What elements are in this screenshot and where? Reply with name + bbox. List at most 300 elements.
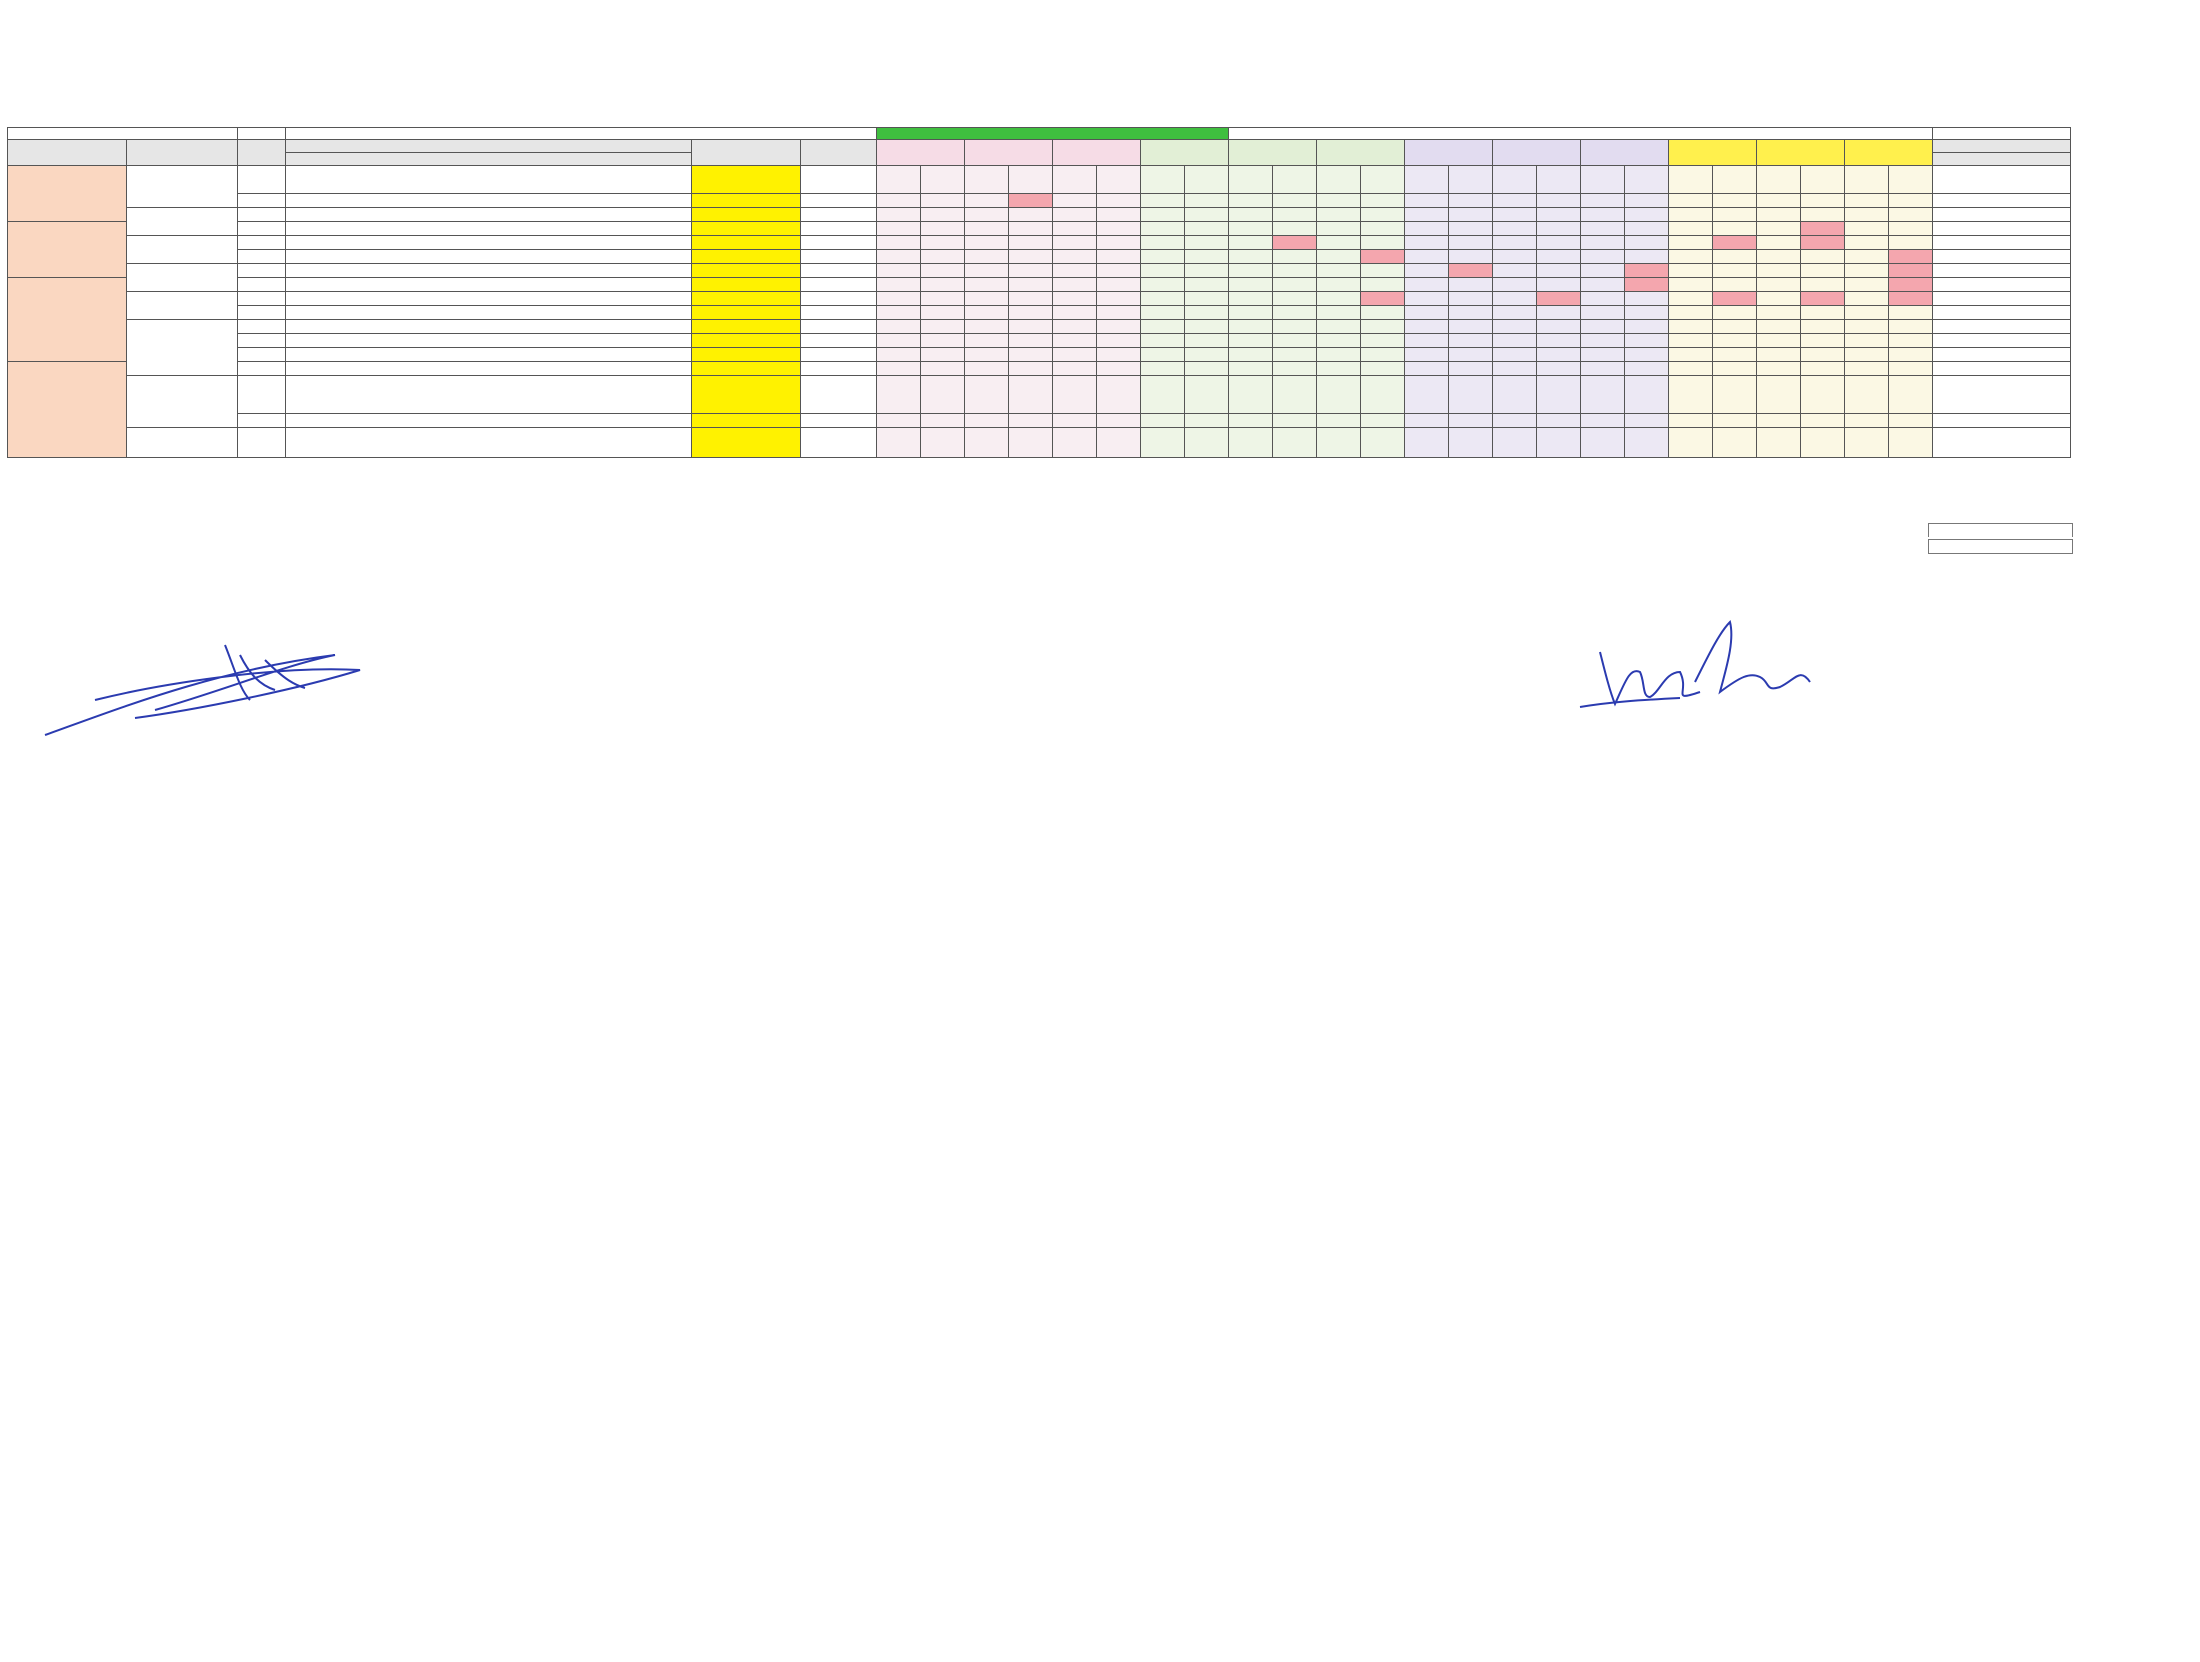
schedule-cell bbox=[1845, 194, 1889, 208]
schedule-cell bbox=[1185, 194, 1229, 208]
budget-value bbox=[692, 428, 801, 458]
budget-value bbox=[692, 376, 801, 414]
schedule-cell bbox=[1273, 334, 1317, 348]
budget-value bbox=[692, 194, 801, 208]
schedule-cell bbox=[1361, 194, 1405, 208]
schedule-cell bbox=[1845, 376, 1889, 414]
schedule-cell bbox=[1185, 334, 1229, 348]
schedule-cell bbox=[1273, 236, 1317, 250]
schedule-cell bbox=[1449, 194, 1493, 208]
verification-source bbox=[1933, 428, 2071, 458]
schedule-cell bbox=[1449, 348, 1493, 362]
schedule-cell bbox=[1273, 428, 1317, 458]
header-source-detail bbox=[1933, 153, 2071, 166]
schedule-cell bbox=[1273, 292, 1317, 306]
schedule-cell bbox=[1537, 278, 1581, 292]
schedule-cell bbox=[1757, 348, 1801, 362]
schedule-cell bbox=[1449, 376, 1493, 414]
schedule-cell bbox=[1801, 292, 1845, 306]
schedule-cell bbox=[1449, 264, 1493, 278]
schedule-cell bbox=[1493, 250, 1537, 264]
schedule-cell bbox=[1801, 428, 1845, 458]
schedule-cell bbox=[1581, 362, 1625, 376]
schedule-cell bbox=[1757, 320, 1801, 334]
schedule-cell bbox=[1097, 166, 1141, 194]
schedule-cell bbox=[1317, 362, 1361, 376]
schedule-cell bbox=[1053, 320, 1097, 334]
schedule-cell bbox=[1625, 236, 1669, 250]
schedule-cell bbox=[1889, 362, 1933, 376]
verification-source bbox=[1933, 306, 2071, 320]
schedule-cell bbox=[1757, 278, 1801, 292]
schedule-cell bbox=[1669, 414, 1713, 428]
schedule-cell bbox=[877, 414, 921, 428]
schedule-cell bbox=[1757, 264, 1801, 278]
schedule-cell bbox=[1141, 250, 1185, 264]
schedule-cell bbox=[1185, 250, 1229, 264]
schedule-cell bbox=[1889, 194, 1933, 208]
summary-total-all bbox=[1928, 523, 2073, 537]
schedule-cell bbox=[1493, 236, 1537, 250]
task-count bbox=[801, 320, 877, 334]
schedule-cell bbox=[1405, 208, 1449, 222]
schedule-cell bbox=[1053, 222, 1097, 236]
schedule-cell bbox=[1141, 292, 1185, 306]
schedule-cell bbox=[1361, 208, 1405, 222]
activity-detail bbox=[127, 320, 238, 376]
schedule-cell bbox=[1273, 264, 1317, 278]
budget-value bbox=[692, 264, 801, 278]
schedule-cell bbox=[1625, 222, 1669, 236]
schedule-cell bbox=[1713, 208, 1757, 222]
schedule-cell bbox=[1493, 376, 1537, 414]
schedule-cell bbox=[921, 348, 965, 362]
budget-value bbox=[692, 278, 801, 292]
schedule-cell bbox=[1405, 306, 1449, 320]
schedule-cell bbox=[1273, 414, 1317, 428]
budget-value bbox=[692, 348, 801, 362]
schedule-cell bbox=[1537, 208, 1581, 222]
schedule-cell bbox=[1845, 222, 1889, 236]
operational-plan-table bbox=[7, 127, 2071, 458]
schedule-cell bbox=[1493, 292, 1537, 306]
schedule-cell bbox=[1669, 250, 1713, 264]
month-header-12 bbox=[1845, 140, 1933, 166]
schedule-cell bbox=[921, 166, 965, 194]
schedule-cell bbox=[1053, 428, 1097, 458]
task-description bbox=[286, 278, 692, 292]
schedule-cell bbox=[1889, 250, 1933, 264]
schedule-cell bbox=[1713, 306, 1757, 320]
schedule-cell bbox=[1141, 236, 1185, 250]
schedule-cell bbox=[965, 334, 1009, 348]
schedule-cell bbox=[1889, 208, 1933, 222]
schedule-cell bbox=[1449, 166, 1493, 194]
schedule-cell bbox=[921, 236, 965, 250]
schedule-cell bbox=[1317, 320, 1361, 334]
schedule-cell bbox=[1581, 194, 1625, 208]
schedule-cell bbox=[1889, 166, 1933, 194]
schedule-cell bbox=[1185, 362, 1229, 376]
schedule-cell bbox=[1493, 414, 1537, 428]
schedule-cell bbox=[1845, 292, 1889, 306]
schedule-cell bbox=[1141, 194, 1185, 208]
evaluator-signature bbox=[35, 630, 365, 740]
task-count bbox=[801, 222, 877, 236]
schedule-cell bbox=[1801, 306, 1845, 320]
task-count bbox=[801, 166, 877, 194]
month-header-4 bbox=[1141, 140, 1229, 166]
task-code bbox=[238, 414, 286, 428]
schedule-cell bbox=[1669, 292, 1713, 306]
schedule-cell bbox=[1229, 334, 1273, 348]
schedule-cell bbox=[921, 334, 965, 348]
schedule-cell bbox=[1317, 264, 1361, 278]
schedule-cell bbox=[1229, 236, 1273, 250]
schedule-cell bbox=[1185, 236, 1229, 250]
verification-source bbox=[1933, 414, 2071, 428]
schedule-cell bbox=[1097, 320, 1141, 334]
schedule-cell bbox=[1229, 348, 1273, 362]
month-header-7 bbox=[1405, 140, 1493, 166]
month-header-6 bbox=[1317, 140, 1405, 166]
schedule-cell bbox=[1537, 334, 1581, 348]
schedule-cell bbox=[1537, 320, 1581, 334]
schedule-cell bbox=[921, 264, 965, 278]
schedule-cell bbox=[877, 208, 921, 222]
schedule-cell bbox=[1361, 362, 1405, 376]
schedule-cell bbox=[1757, 222, 1801, 236]
schedule-cell bbox=[1757, 376, 1801, 414]
schedule-cell bbox=[1009, 250, 1053, 264]
verification-source bbox=[1933, 222, 2071, 236]
header-description bbox=[286, 153, 692, 166]
schedule-cell bbox=[1889, 264, 1933, 278]
schedule-cell bbox=[1097, 362, 1141, 376]
schedule-cell bbox=[1625, 208, 1669, 222]
schedule-cell bbox=[1713, 376, 1757, 414]
schedule-cell bbox=[1053, 194, 1097, 208]
schedule-cell bbox=[1405, 236, 1449, 250]
schedule-cell bbox=[1361, 292, 1405, 306]
schedule-cell bbox=[1053, 166, 1097, 194]
schedule-cell bbox=[1757, 306, 1801, 320]
schedule-cell bbox=[1317, 348, 1361, 362]
schedule-cell bbox=[1757, 292, 1801, 306]
schedule-cell bbox=[1273, 222, 1317, 236]
schedule-cell bbox=[1757, 236, 1801, 250]
schedule-cell bbox=[1581, 376, 1625, 414]
task-description bbox=[286, 194, 692, 208]
schedule-cell bbox=[1449, 208, 1493, 222]
schedule-cell bbox=[1449, 250, 1493, 264]
schedule-cell bbox=[1757, 334, 1801, 348]
schedule-cell bbox=[1317, 306, 1361, 320]
schedule-cell bbox=[1625, 292, 1669, 306]
schedule-cell bbox=[1713, 428, 1757, 458]
schedule-cell bbox=[1801, 278, 1845, 292]
schedule-cell bbox=[1713, 236, 1757, 250]
task-code bbox=[238, 208, 286, 222]
task-code bbox=[238, 250, 286, 264]
schedule-cell bbox=[1361, 348, 1405, 362]
schedule-cell bbox=[1273, 348, 1317, 362]
month-header-1 bbox=[877, 140, 965, 166]
schedule-cell bbox=[1801, 166, 1845, 194]
schedule-cell bbox=[1273, 166, 1317, 194]
task-count bbox=[801, 194, 877, 208]
schedule-cell bbox=[1185, 320, 1229, 334]
schedule-cell bbox=[1361, 414, 1405, 428]
schedule-cell bbox=[1713, 348, 1757, 362]
schedule-cell bbox=[1449, 320, 1493, 334]
schedule-cell bbox=[1581, 292, 1625, 306]
schedule-cell bbox=[1141, 376, 1185, 414]
schedule-cell bbox=[1537, 250, 1581, 264]
table-row bbox=[8, 306, 2071, 320]
schedule-cell bbox=[1889, 278, 1933, 292]
schedule-cell bbox=[1581, 166, 1625, 194]
schedule-cell bbox=[1229, 166, 1273, 194]
schedule-cell bbox=[1757, 166, 1801, 194]
budget-value bbox=[692, 306, 801, 320]
verification-source bbox=[1933, 194, 2071, 208]
budget-value bbox=[692, 292, 801, 306]
activity-detail bbox=[127, 166, 238, 208]
schedule-cell bbox=[1141, 306, 1185, 320]
schedule-cell bbox=[1801, 414, 1845, 428]
header-tasks bbox=[286, 140, 692, 153]
schedule-cell bbox=[1053, 278, 1097, 292]
schedule-cell bbox=[1361, 222, 1405, 236]
schedule-cell bbox=[1229, 376, 1273, 414]
schedule-cell bbox=[1449, 306, 1493, 320]
schedule-cell bbox=[1493, 428, 1537, 458]
budget-value bbox=[692, 250, 801, 264]
schedule-cell bbox=[1361, 264, 1405, 278]
schedule-cell bbox=[1361, 428, 1405, 458]
schedule-cell bbox=[1405, 250, 1449, 264]
schedule-cell bbox=[1229, 428, 1273, 458]
schedule-cell bbox=[921, 208, 965, 222]
schedule-cell bbox=[965, 292, 1009, 306]
verification-source bbox=[1933, 292, 2071, 306]
schedule-cell bbox=[1845, 362, 1889, 376]
schedule-cell bbox=[1581, 278, 1625, 292]
schedule-cell bbox=[1009, 166, 1053, 194]
schedule-cell bbox=[1317, 292, 1361, 306]
schedule-cell bbox=[1405, 278, 1449, 292]
schedule-cell bbox=[1009, 428, 1053, 458]
month-header-8 bbox=[1493, 140, 1581, 166]
activity-detail bbox=[127, 376, 238, 428]
component-cell bbox=[8, 166, 127, 222]
schedule-cell bbox=[1317, 166, 1361, 194]
schedule-cell bbox=[1141, 428, 1185, 458]
schedule-cell bbox=[1625, 376, 1669, 414]
budget-value bbox=[692, 414, 801, 428]
schedule-cell bbox=[1053, 208, 1097, 222]
schedule-cell bbox=[877, 236, 921, 250]
schedule-cell bbox=[921, 414, 965, 428]
header-budget bbox=[692, 140, 801, 166]
schedule-cell bbox=[1845, 334, 1889, 348]
schedule-cell bbox=[965, 348, 1009, 362]
month-header-11 bbox=[1757, 140, 1845, 166]
schedule-cell bbox=[1669, 166, 1713, 194]
schedule-cell bbox=[1889, 292, 1933, 306]
task-count bbox=[801, 278, 877, 292]
task-count bbox=[801, 250, 877, 264]
table-row bbox=[8, 278, 2071, 292]
schedule-cell bbox=[1229, 278, 1273, 292]
schedule-cell bbox=[921, 278, 965, 292]
schedule-cell bbox=[1009, 362, 1053, 376]
schedule-cell bbox=[1405, 292, 1449, 306]
schedule-cell bbox=[1097, 236, 1141, 250]
schedule-cell bbox=[1317, 250, 1361, 264]
task-code bbox=[238, 166, 286, 194]
schedule-cell bbox=[1713, 334, 1757, 348]
task-count bbox=[801, 264, 877, 278]
table-row bbox=[8, 292, 2071, 306]
task-count bbox=[801, 362, 877, 376]
schedule-cell bbox=[1801, 376, 1845, 414]
schedule-cell bbox=[1097, 348, 1141, 362]
blank-cell bbox=[286, 128, 877, 140]
task-description bbox=[286, 376, 692, 414]
schedule-cell bbox=[1097, 292, 1141, 306]
table-row bbox=[8, 208, 2071, 222]
schedule-cell bbox=[1669, 194, 1713, 208]
table-row bbox=[8, 222, 2071, 236]
schedule-cell bbox=[1713, 278, 1757, 292]
schedule-cell bbox=[1053, 334, 1097, 348]
schedule-cell bbox=[1361, 320, 1405, 334]
schedule-cell bbox=[1889, 414, 1933, 428]
schedule-cell bbox=[1009, 278, 1053, 292]
header-count bbox=[801, 140, 877, 166]
schedule-cell bbox=[1845, 320, 1889, 334]
schedule-cell bbox=[1317, 376, 1361, 414]
schedule-cell bbox=[1537, 264, 1581, 278]
table-row bbox=[8, 250, 2071, 264]
schedule-cell bbox=[1581, 222, 1625, 236]
schedule-cell bbox=[1713, 320, 1757, 334]
schedule-cell bbox=[965, 166, 1009, 194]
schedule-cell bbox=[1449, 362, 1493, 376]
schedule-cell bbox=[1361, 250, 1405, 264]
schedule-cell bbox=[1801, 236, 1845, 250]
schedule-cell bbox=[1493, 264, 1537, 278]
schedule-cell bbox=[1273, 278, 1317, 292]
schedule-cell bbox=[1625, 414, 1669, 428]
schedule-cell bbox=[1757, 362, 1801, 376]
schedule-cell bbox=[1053, 376, 1097, 414]
schedule-cell bbox=[1405, 320, 1449, 334]
schedule-cell bbox=[1669, 428, 1713, 458]
schedule-cell bbox=[1185, 376, 1229, 414]
schedule-cell bbox=[877, 348, 921, 362]
schedule-cell bbox=[1845, 348, 1889, 362]
task-count bbox=[801, 236, 877, 250]
schedule-cell bbox=[1009, 194, 1053, 208]
schedule-cell bbox=[1009, 414, 1053, 428]
task-description bbox=[286, 264, 692, 278]
schedule-cell bbox=[1141, 362, 1185, 376]
schedule-cell bbox=[1053, 236, 1097, 250]
task-count bbox=[801, 348, 877, 362]
task-code bbox=[238, 222, 286, 236]
schedule-cell bbox=[1889, 334, 1933, 348]
schedule-cell bbox=[965, 376, 1009, 414]
schedule-cell bbox=[1845, 236, 1889, 250]
schedule-cell bbox=[877, 250, 921, 264]
schedule-cell bbox=[1229, 306, 1273, 320]
schedule-cell bbox=[1713, 250, 1757, 264]
schedule-cell bbox=[1801, 264, 1845, 278]
schedule-cell bbox=[877, 306, 921, 320]
schedule-cell bbox=[1845, 250, 1889, 264]
schedule-cell bbox=[1889, 320, 1933, 334]
schedule-cell bbox=[1845, 278, 1889, 292]
schedule-cell bbox=[1273, 320, 1317, 334]
schedule-cell bbox=[1141, 334, 1185, 348]
schedule-cell bbox=[1449, 292, 1493, 306]
schedule-cell bbox=[877, 334, 921, 348]
activity-detail bbox=[127, 236, 238, 264]
budget-value bbox=[692, 222, 801, 236]
schedule-cell bbox=[1493, 348, 1537, 362]
schedule-cell bbox=[1845, 306, 1889, 320]
schedule-cell bbox=[1889, 376, 1933, 414]
schedule-cell bbox=[1229, 194, 1273, 208]
schedule-cell bbox=[1229, 250, 1273, 264]
schedule-cell bbox=[1669, 376, 1713, 414]
schedule-cell bbox=[1889, 236, 1933, 250]
schedule-cell bbox=[1185, 278, 1229, 292]
schedule-cell bbox=[965, 306, 1009, 320]
schedule-cell bbox=[921, 194, 965, 208]
schedule-cell bbox=[1229, 362, 1273, 376]
schedule-cell bbox=[1801, 250, 1845, 264]
schedule-cell bbox=[1625, 362, 1669, 376]
schedule-cell bbox=[1757, 414, 1801, 428]
schedule-cell bbox=[1669, 236, 1713, 250]
task-count bbox=[801, 306, 877, 320]
schedule-cell bbox=[965, 194, 1009, 208]
schedule-cell bbox=[1757, 428, 1801, 458]
schedule-cell bbox=[1889, 222, 1933, 236]
schedule-cell bbox=[1229, 320, 1273, 334]
schedule-cell bbox=[1845, 166, 1889, 194]
schedule-cell bbox=[1537, 236, 1581, 250]
schedule-cell bbox=[1405, 376, 1449, 414]
budget-value bbox=[692, 208, 801, 222]
schedule-cell bbox=[1361, 236, 1405, 250]
schedule-cell bbox=[1185, 428, 1229, 458]
schedule-cell bbox=[1229, 222, 1273, 236]
table-row bbox=[8, 362, 2071, 376]
schedule-cell bbox=[1625, 306, 1669, 320]
table-row bbox=[8, 376, 2071, 414]
schedule-cell bbox=[1537, 348, 1581, 362]
task-description bbox=[286, 428, 692, 458]
schedule-cell bbox=[1009, 306, 1053, 320]
header-detail bbox=[127, 140, 238, 166]
schedule-cell bbox=[1405, 264, 1449, 278]
schedule-cell bbox=[1405, 362, 1449, 376]
